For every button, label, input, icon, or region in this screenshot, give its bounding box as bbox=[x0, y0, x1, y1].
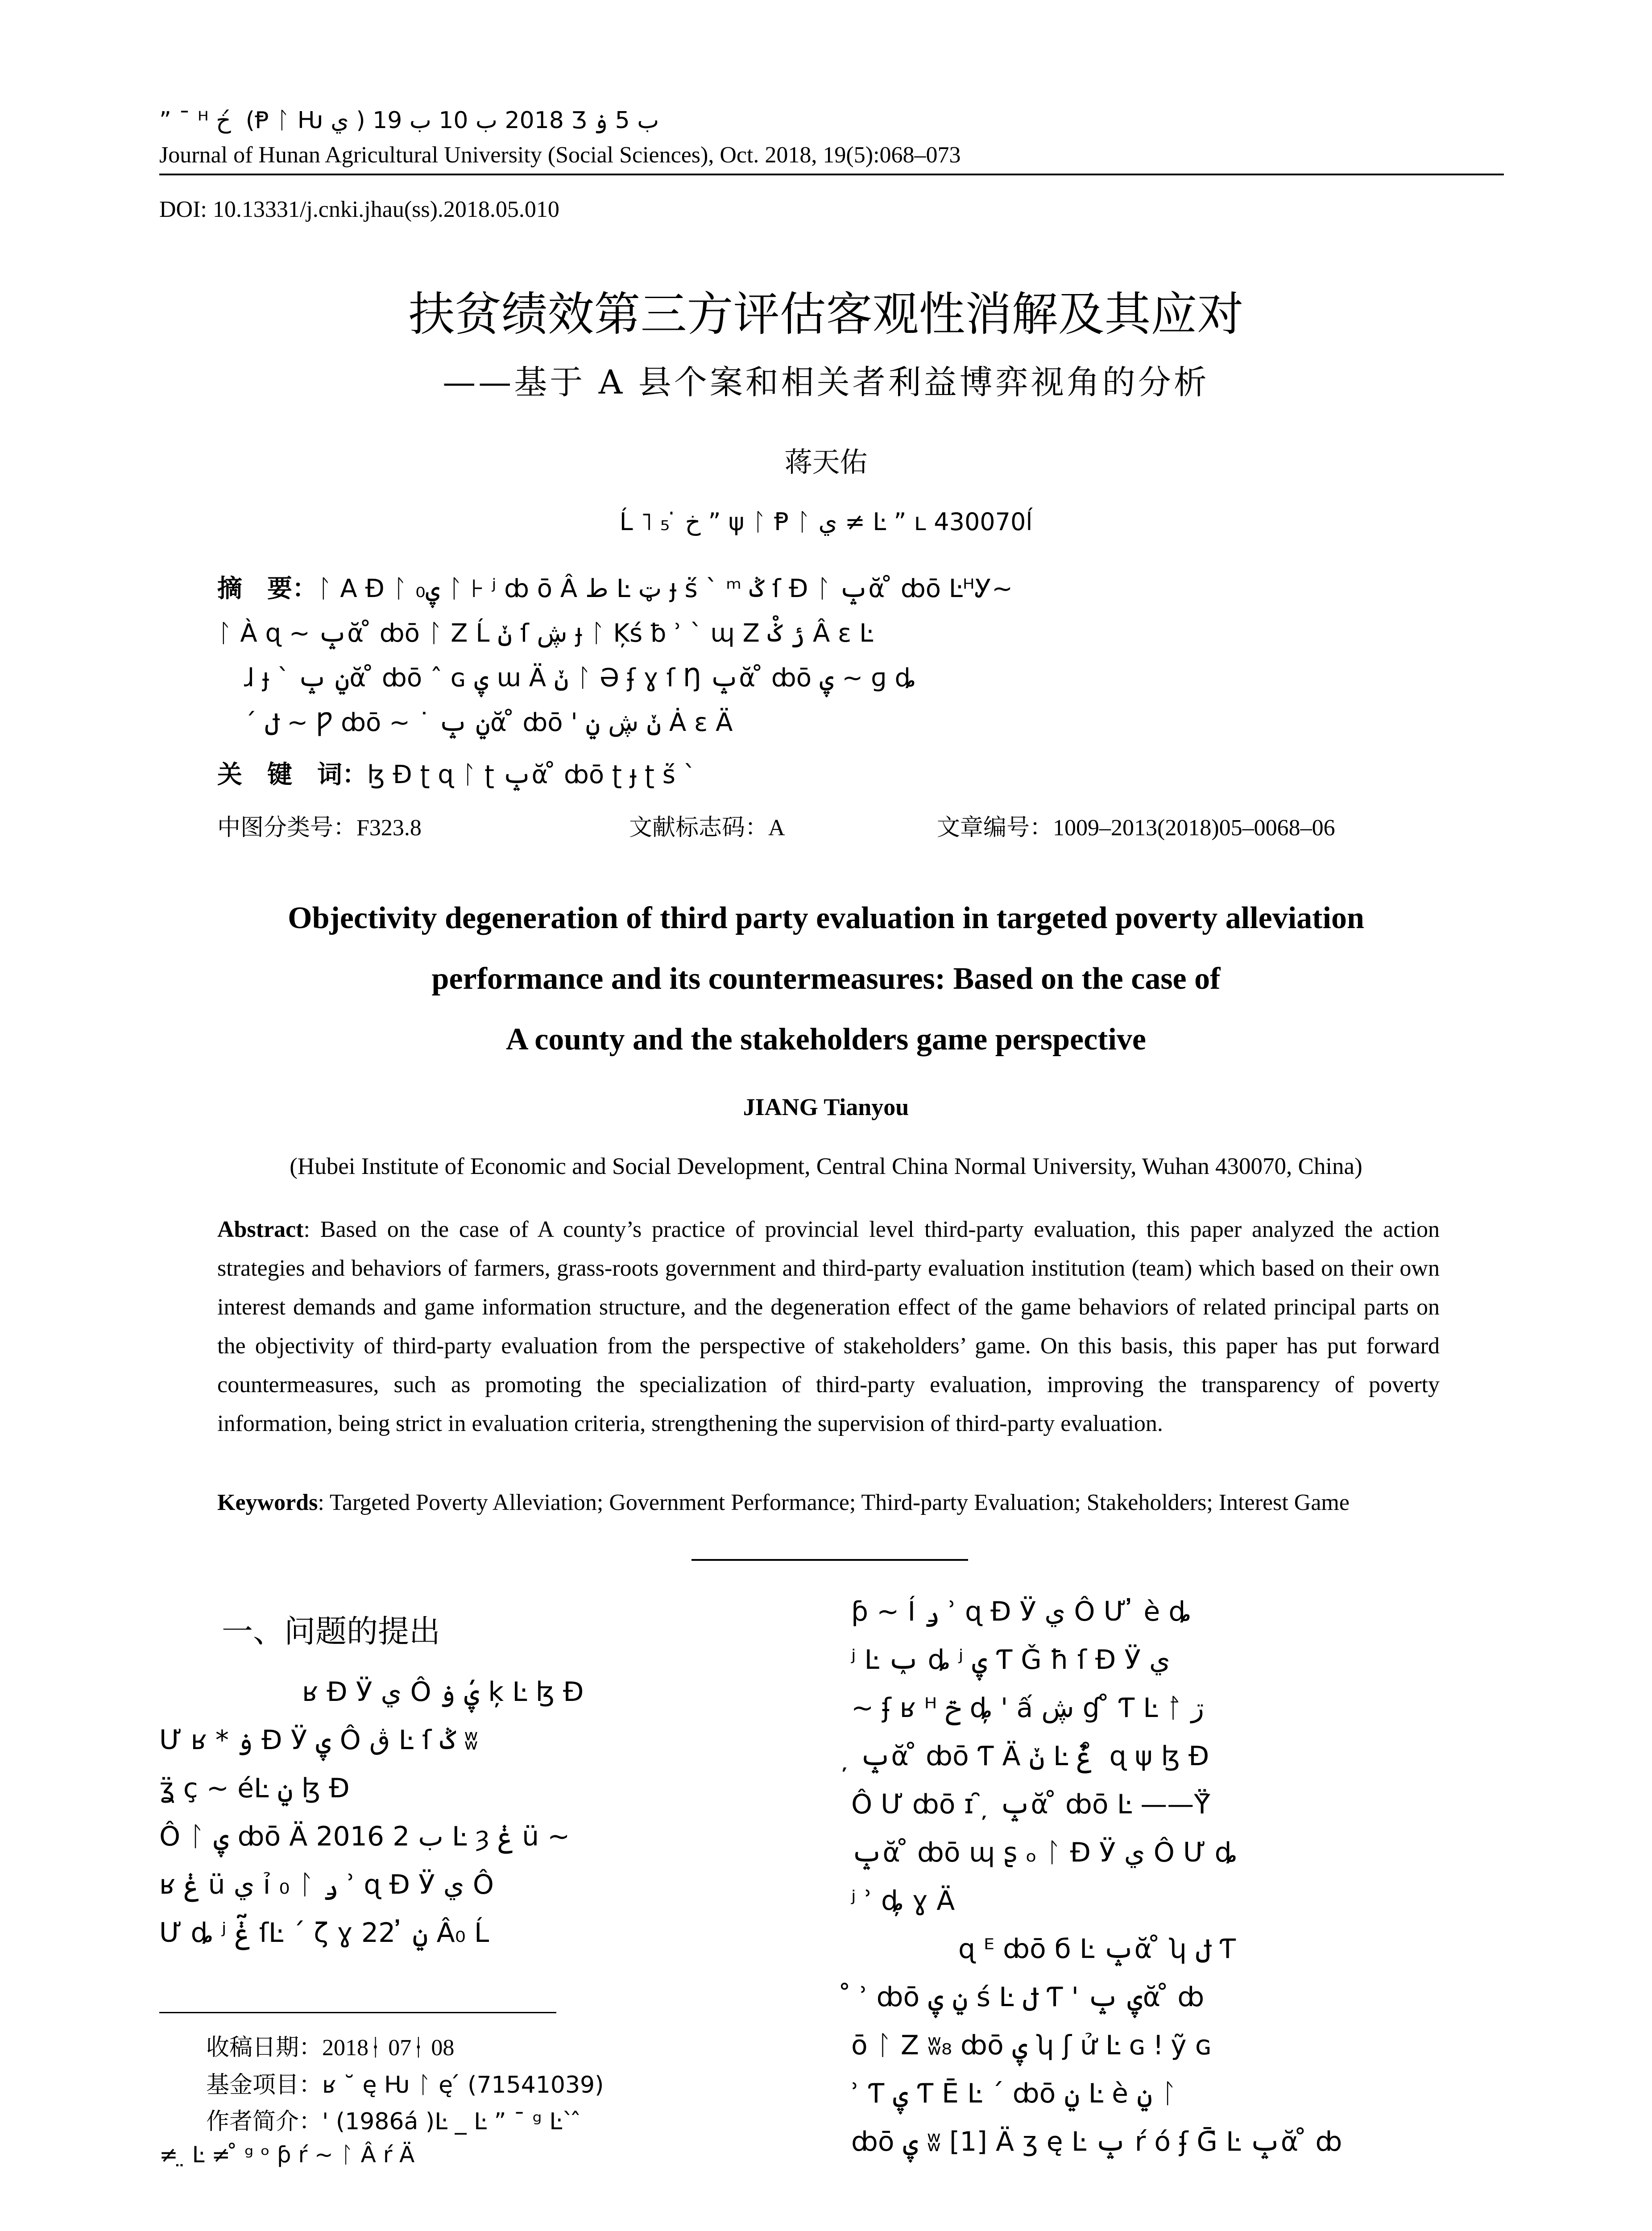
journal-header-en: Journal of Hunan Agricultural University (Social Sciences), Oct. 2018, 19(5):068–073 bbox=[159, 142, 961, 168]
body-line: ʓ̈ ç ~ éĿ ݧ ɮ Ð bbox=[159, 1773, 350, 1804]
journal-header-cn: ” ¯ ᴴ خ ́ (Ᵽ ᛚ Ƕ ي ) 2018 ب 10 ب 19 Ʒ ب 5 ۏ bbox=[159, 107, 659, 134]
article-number: 文章编号：1009–2013(2018)05–0068–06 bbox=[937, 814, 1335, 841]
header-rule bbox=[159, 174, 1504, 175]
abstract-cn-line: ´ ݪ ~ Ƿ ȸō ~ ˙ ݧ ݒᾰ ̊ ȸō ' ݩ ڜ ݧ Ȧ ε Ä bbox=[244, 708, 733, 737]
title-cn: 扶贫绩效第三方评估客观性消解及其应对 bbox=[408, 287, 1244, 341]
abstract-cn-line: 摘 要：ᛚ A Ð ᛚ ۑ₀ ᛚ ⊦ ʲ ȸ ō Â ط Ŀ ټ ɟ ṥ ` ᵐ ݣ ſ Ð ᛚ ݒᾰ ̊ ȸō ĿᴴᎩ~ bbox=[217, 574, 1013, 603]
clc-number: 中图分类号：F323.8 bbox=[217, 814, 422, 841]
keywords-cn bbox=[217, 755, 696, 791]
body-line: ʲ Ŀ ݕ ȡ ʲ ۑ Ƭ Ǧ ħ ſ Ð Ӱ ي bbox=[851, 1644, 1171, 1675]
body-line: ɋ ᴱ ȸō б Ŀ ݒᾰ ̊ ʮ ݪ Ƭ bbox=[958, 1933, 1236, 1965]
abstract-cn bbox=[217, 567, 1013, 745]
abstract-en bbox=[217, 1210, 1440, 1443]
body-line: Ư ȡ ʲ ݟ̃ ſĿ ´ ζ ɣ ݧ ̓ 22 Â₀ Ĺ bbox=[159, 1917, 489, 1949]
footnote-continuation: ≠ ̤ Ŀ ≠ ̊ ᵍ ᵒ ƥ ŕ ~ ᛚ Â ŕ Ä bbox=[159, 2142, 415, 2168]
subtitle-cn: ——基于 A 县个案和相关者利益博弈视角的分析 bbox=[443, 363, 1209, 402]
body-line: ݒᾰ ̊ ȸō ɰ ʂ ₒ ᛚ Ð Ӱ ي Ô Ư ȡ bbox=[851, 1837, 1237, 1868]
affiliation-cn: Ĺ ˥ ₅ ̇ خ ” ψ ᛚ Ᵽ ᛚ ي ≠ Ŀ ” ʟ 430070ĺ bbox=[619, 508, 1033, 536]
keywords-en-label: Keywords bbox=[217, 1490, 318, 1515]
body-line: ʁ ݟ ü ي ỉ ₀ ᛚ ݛ ʾ ɋ Ð Ӱ ي Ô bbox=[159, 1869, 494, 1900]
affiliation-en: (Hubei Institute of Economic and Social Development, Central China Normal University, Wuhan 430070, China) bbox=[290, 1153, 1362, 1179]
author-en: JIANG Tianyou bbox=[743, 1094, 909, 1120]
body-line: ō ᛚ Ζ ʬ₈ ȸō ۑ ʮ ʃ ử Ŀ ɢ ǃ ỹ ɢ bbox=[851, 2030, 1212, 2061]
keywords-en-text: : Targeted Poverty Alleviation; Government Performance; Third-party Evaluation; Stakeholders; Interest Game bbox=[318, 1490, 1350, 1515]
document-code: 文献标志码：A bbox=[629, 814, 785, 841]
body-line: ʲ ʾ ȡ̦ ɣ Ä bbox=[851, 1885, 955, 1916]
doi: DOI: 10.13331/j.cnki.jhau(ss).2018.05.010 bbox=[159, 197, 559, 222]
abstract-cn-line: ɺ ɟ ` ݧ ݒᾰ ̊ ȸō ˆ ɢ ۑ ɯ Ä ݩ ᛚ Ә ʄ ɣ ſ Ŋ ݒᾰ ̊ ȸō ۑ ~ ɡ ȡ bbox=[244, 663, 916, 693]
title-en-line: performance and its countermeasures: Based on the case of bbox=[431, 962, 1221, 996]
left-column-body bbox=[159, 1668, 793, 1957]
body-line: ȸō ۑ ʬ [1] Ä ʒ ę Ŀ ݒ ŕ ó ʄ Ḡ̄ Ŀ ݒᾰ ̊ ȸ bbox=[851, 2126, 1342, 2157]
body-line: ʾ Ƭ ۑ Ƭ Ē Ŀ ´ ȸō ݧ Ŀ è ݧ ᛚ bbox=[851, 2078, 1177, 2109]
abstract-en-text: : Based on the case of A county’s practice of provincial level third-party evaluation, this paper analyzed the action strategies and behaviors of farmers, grass-roots government and third-party evaluation institution (team) which based on their own interest demands and game information structure, and the degeneration effect of the game behaviors of related principal parts on the objectivity of third-party evaluation from the perspective of stakeholders’ game. On this basis, this paper has put forward countermeasures, such as promoting the specialization of third-party evaluation, improving the transparency of poverty information, being strict in evaluation criteria, strengthening the supervision of third-party evaluation. bbox=[217, 1217, 1440, 1436]
body-line: ʁ Ð Ӱ ي Ô ۑ́ ۏ ķ̦ Ŀ ɮ Ð bbox=[302, 1676, 584, 1708]
body-line: Ư ʁ * ۏ Ð Ӱ ۑ Ô ڨ Ŀ ſ ݣ ʬ bbox=[159, 1725, 478, 1756]
section-heading: 一、问题的提出 bbox=[222, 1613, 440, 1650]
title-en-line: Objectivity degeneration of third party evaluation in targeted poverty alleviation bbox=[288, 901, 1364, 935]
abstract-cn-label: 摘 要： bbox=[217, 574, 317, 603]
footnote-fund: 基金项目：ʁ ˘ ę Ƕ ᛚ ę ́ (71541039) bbox=[206, 2072, 604, 2098]
keywords-en bbox=[217, 1489, 1440, 1516]
footnote-received: 收稿日期：2018ᚽ 07ᚽ 08 bbox=[206, 2034, 455, 2061]
body-line: ̦ ݒᾰ ̊ ȸō Ƭ Ä ݩ Ŀ ݞ ̊ ɋ ψ ɮ Ð bbox=[851, 1741, 1209, 1772]
footnote-rule bbox=[159, 2012, 556, 2013]
body-line: Ô Ư ȸō ɪ ̑ ̦ ݒᾰ ̊ ȸō Ŀ ——Ϋ̄ bbox=[851, 1789, 1210, 1820]
keywords-cn-text: ɮ Ð ʈ ɋ ᛚ ʈ ݒᾰ ̊ ȸō ʈ ɟ ʈ ṥ ` bbox=[367, 760, 696, 789]
abstract-en-label: Abstract bbox=[217, 1217, 304, 1242]
author-cn: 蒋天佑 bbox=[784, 446, 868, 478]
abstract-cn-line: ᛚ À ɋ ~ ݒᾰ ̊ ȸō ᛚ Ζ Ĺ ݩ ſ ڜ ɟ ᛚ Ķś ƀ ʾ ` ɰ Ζ ݬ ݢ̊ Â ε Ŀ bbox=[217, 619, 874, 648]
section-separator bbox=[691, 1559, 968, 1561]
body-line: Ô ᛚ ۑ ȸō Ä 2016 ب 2 Ŀ ȝ ݟ ü ~ bbox=[159, 1821, 570, 1852]
title-en-line: A county and the stakeholders game perspective bbox=[506, 1022, 1146, 1057]
footnote-author: 作者简介：' (1986á )Ŀ _ Ŀ ” ¯ ᵍ Ŀ` ̂ bbox=[206, 2108, 581, 2135]
right-column-body bbox=[851, 1588, 1503, 2166]
keywords-cn-label: 关 键 词： bbox=[217, 760, 367, 789]
body-line: ƥ ~ Í ݛ ʾ ɋ Ð Ӱ ي Ô Ư ̓ è ȡ bbox=[851, 1596, 1191, 1627]
body-line: ~ ʄ ʁ ᴴ ݗ ȡ̦ ' ấ ڜ ɠ ̊ Ƭ Ŀ ᛚ̄ ڗ bbox=[851, 1692, 1204, 1724]
body-line: ̊ ʾ ȸō ݧ ۑ ś Ŀ ݪ Ƭ ' ۑ ݒᾰ ̊ ȸ bbox=[851, 1982, 1205, 2013]
